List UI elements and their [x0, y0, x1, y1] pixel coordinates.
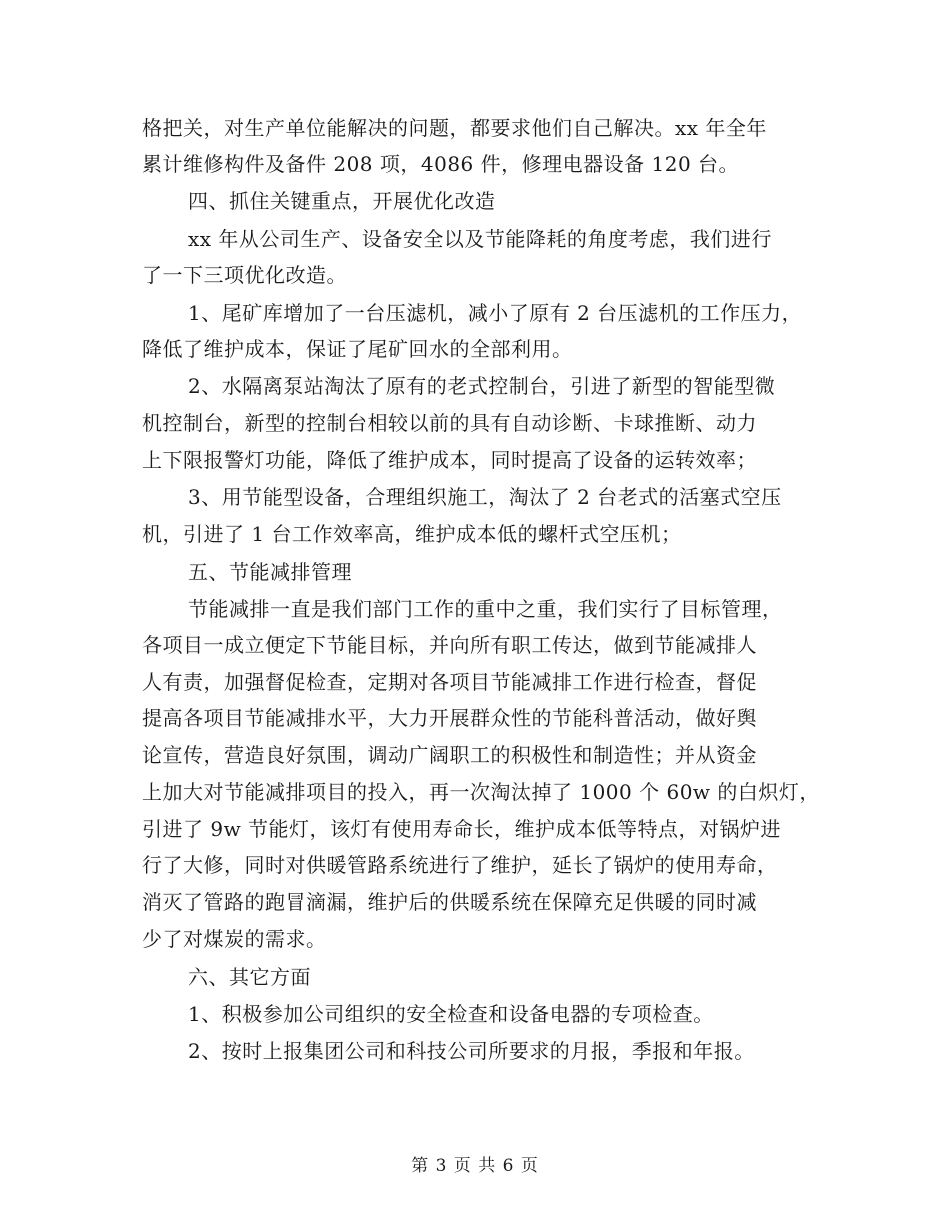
body-text-line: 机控制台，新型的控制台相较以前的具有自动诊断、卡球推断、动力 — [142, 411, 757, 435]
body-text-line: 引进了 9w 节能灯，该灯有使用寿命长，维护成本低等特点，对锅炉进 — [142, 817, 782, 841]
body-text-line: 行了大修，同时对供暖管路系统进行了维护，延长了锅炉的使用寿命， — [142, 853, 778, 877]
body-text-line: 节能减排一直是我们部门工作的重中之重，我们实行了目标管理， — [188, 597, 783, 621]
list-item: 2、按时上报集团公司和科技公司所要求的月报，季报和年报。 — [188, 1039, 755, 1063]
body-text-line: 提高各项目节能减排水平，大力开展群众性的节能科普活动，做好舆 — [142, 706, 757, 730]
body-text-line: 上加大对节能减排项目的投入，再一次淘汰掉了 1000 个 60w 的白炽灯， — [142, 780, 820, 804]
body-text-line: 降低了维护成本，保证了尾矿回水的全部利用。 — [142, 337, 573, 361]
body-text-line: xx 年从公司生产、设备安全以及节能降耗的角度考虑，我们进行 — [188, 227, 772, 251]
section-heading: 六、其它方面 — [188, 965, 311, 989]
body-text-line: 人有责，加强督促检查，定期对各项目节能减排工作进行检查，督促 — [142, 670, 757, 694]
body-text-line: 论宣传，营造良好氛围，调动广阔职工的积极性和制造性；并从资金 — [142, 743, 757, 767]
body-text-line: 了一下三项优化改造。 — [142, 263, 347, 287]
list-item: 1、尾矿库增加了一台压滤机，减小了原有 2 台压滤机的工作压力， — [188, 301, 803, 325]
page-footer: 第 3 页 共 6 页 — [411, 1156, 539, 1176]
body-text-line: 累计维修构件及备件 208 项，4086 件，修理电器设备 120 台。 — [142, 152, 740, 176]
body-text-line: 格把关，对生产单位能解决的问题，都要求他们自己解决。xx 年全年 — [142, 116, 767, 140]
list-item: 3、用节能型设备，合理组织施工，淘汰了 2 台老式的活塞式空压 — [188, 485, 782, 509]
body-text-line: 少了对煤炭的需求。 — [142, 927, 327, 951]
body-text-line: 各项目一成立便定下节能目标，并向所有职工传达，做到节能减排人 — [142, 633, 757, 657]
body-text-line: 机，引进了 1 台工作效率高，维护成本低的螺杆式空压机； — [142, 522, 682, 546]
list-item: 2、水隔离泵站淘汰了原有的老式控制台，引进了新型的智能型微 — [188, 374, 776, 398]
section-heading: 五、节能减排管理 — [188, 560, 352, 584]
body-text-line: 消灭了管路的跑冒滴漏，维护后的供暖系统在保障充足供暖的同时减 — [142, 890, 757, 914]
list-item: 1、积极参加公司组织的安全检查和设备电器的专项检查。 — [188, 1002, 714, 1026]
section-heading: 四、抓住关键重点，开展优化改造 — [188, 189, 496, 213]
body-text-line: 上下限报警灯功能，降低了维护成本，同时提高了设备的运转效率； — [142, 448, 757, 472]
